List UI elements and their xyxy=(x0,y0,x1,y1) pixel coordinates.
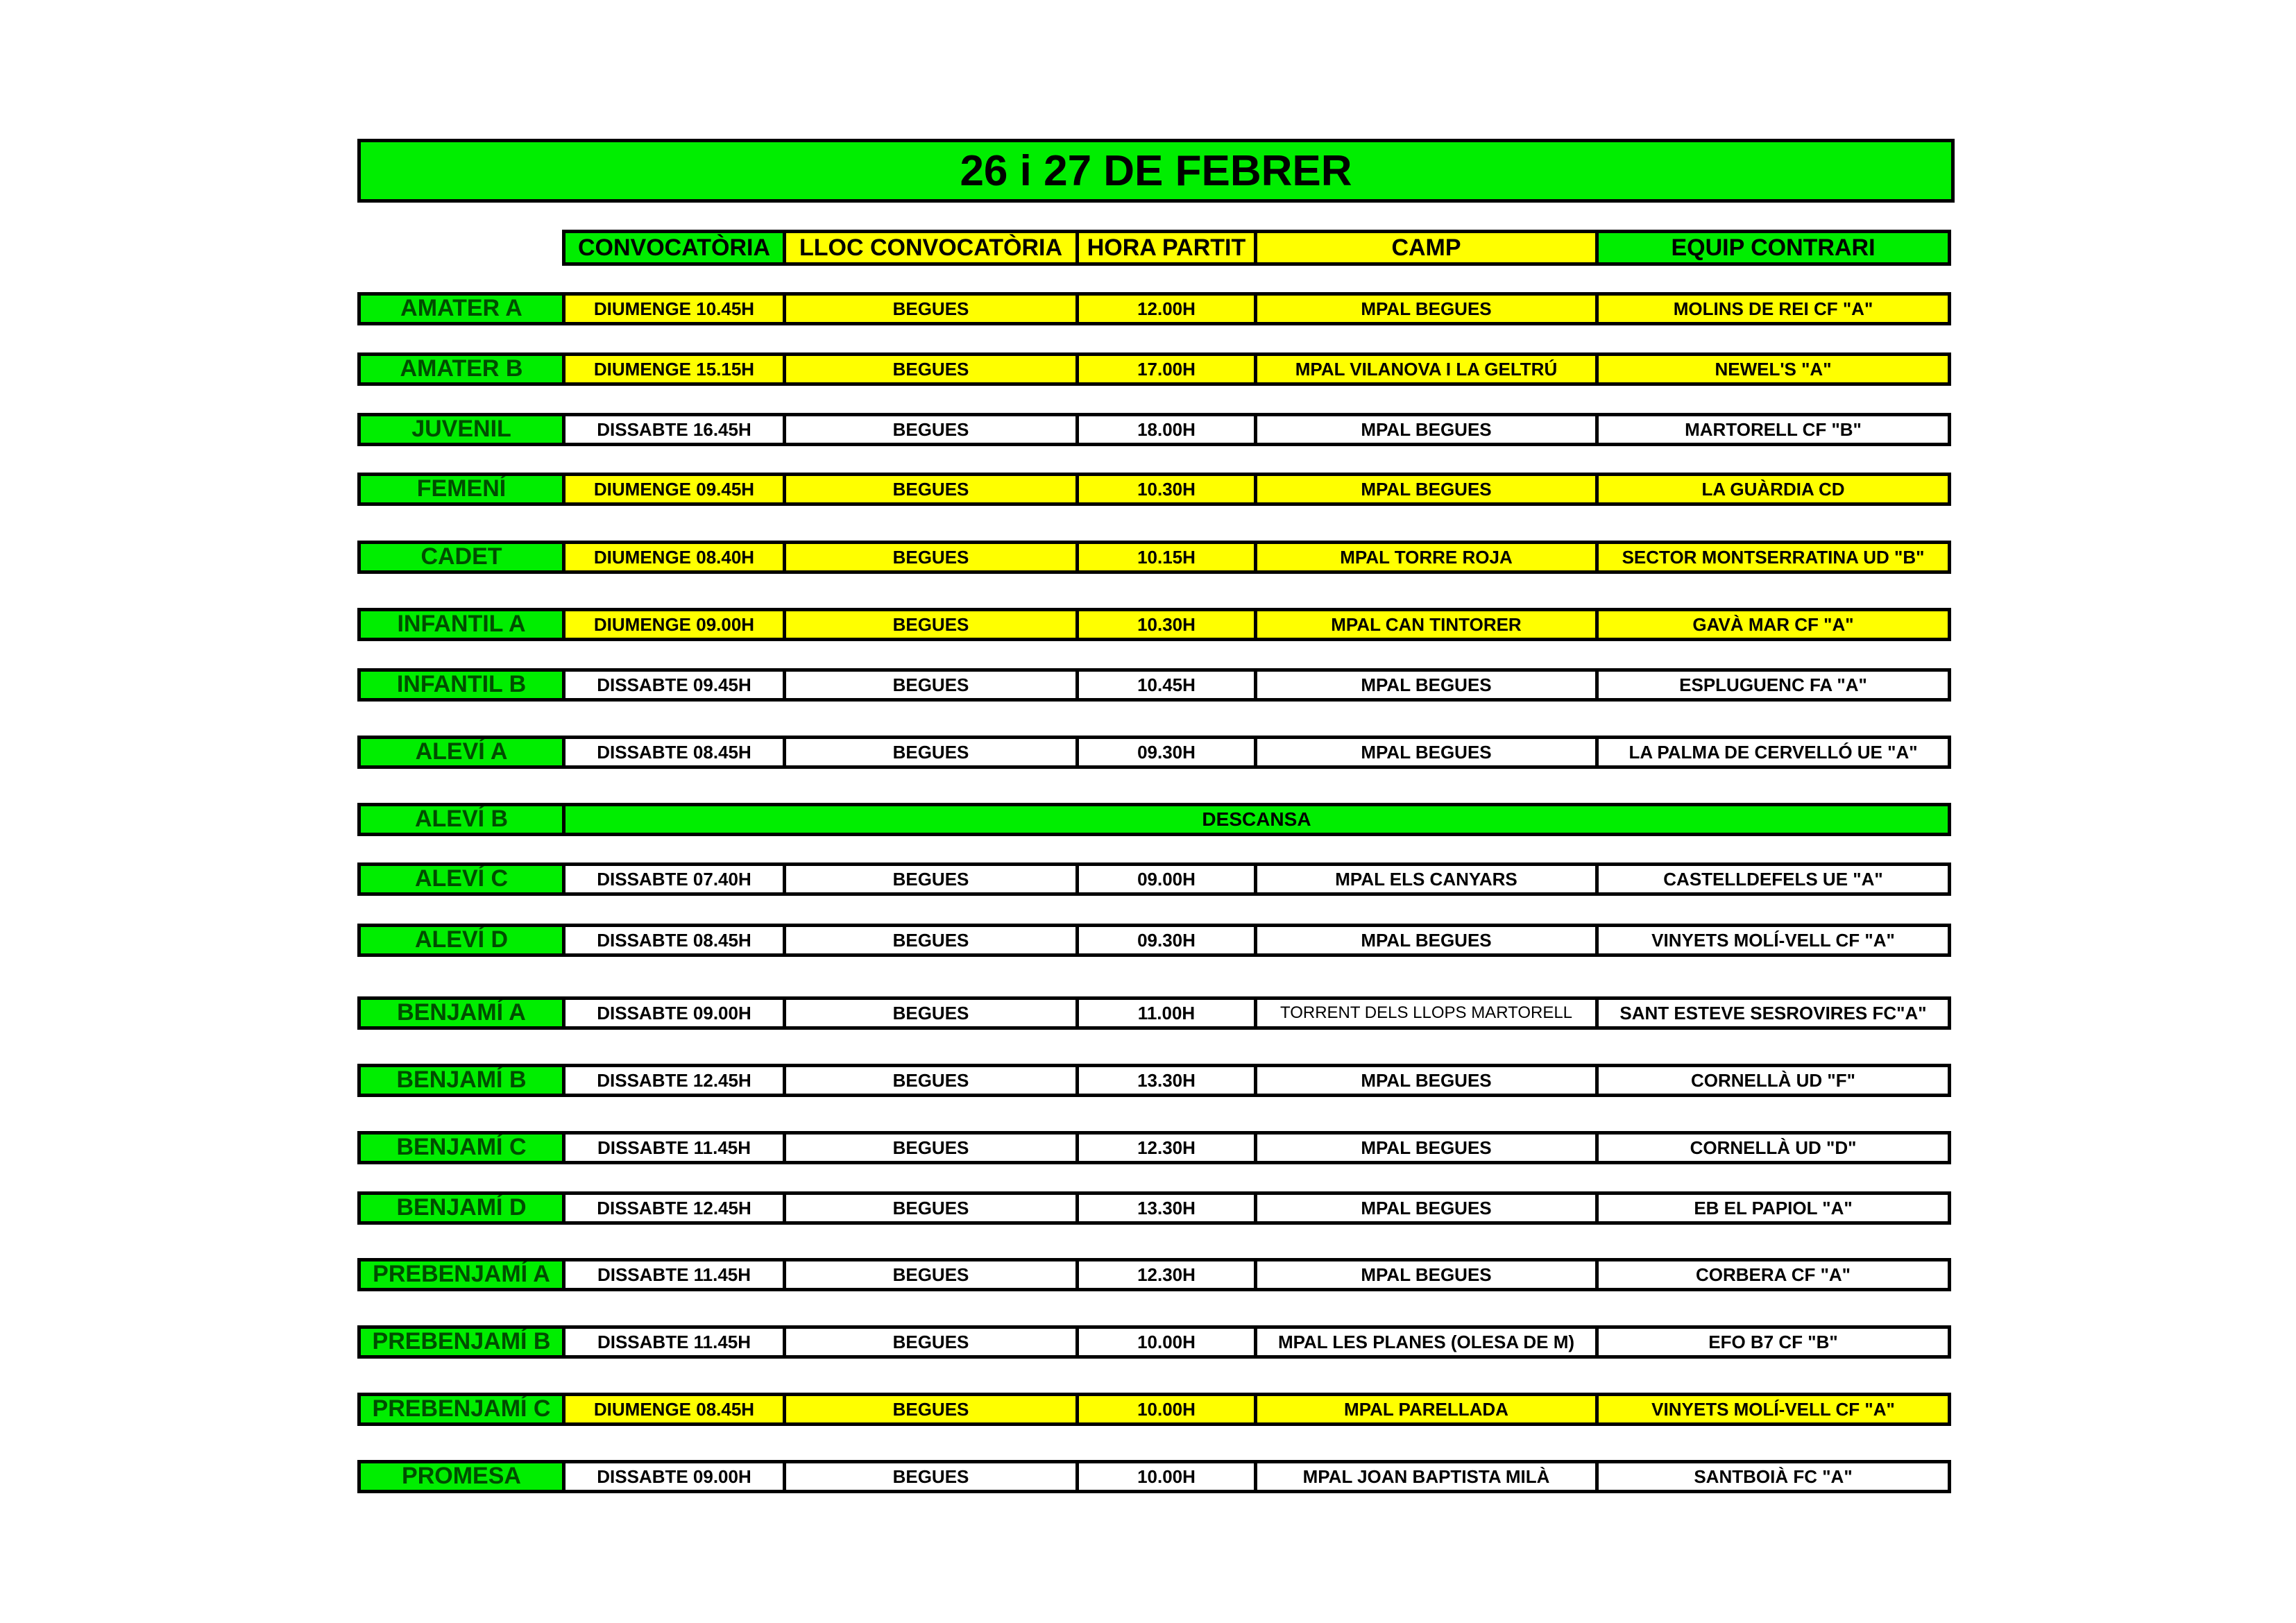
team-name xyxy=(357,1131,566,1164)
team-label: BENJAMÍ B xyxy=(396,1067,527,1093)
convocatoria-cell: DISSABTE 12.45H xyxy=(562,1064,786,1097)
team-label: AMATER A xyxy=(400,295,522,321)
contrari-cell: EFO B7 CF "B" xyxy=(1595,1325,1951,1359)
hora-cell: 12.30H xyxy=(1075,1131,1257,1164)
team-label: AMATER B xyxy=(400,355,523,382)
column-header-convocatoria: CONVOCATÒRIA xyxy=(562,230,786,266)
camp-cell: MPAL VILANOVA I LA GELTRÚ xyxy=(1254,352,1599,386)
contrari-cell: SECTOR MONTSERRATINA UD "B" xyxy=(1595,541,1951,574)
contrari-cell: SANTBOIÀ FC "A" xyxy=(1595,1460,1951,1493)
lloc-cell: BEGUES xyxy=(783,668,1079,702)
team-label: BENJAMÍ C xyxy=(396,1134,527,1160)
convocatoria-cell: DIUMENGE 08.45H xyxy=(562,1393,786,1426)
hora-cell: 09.30H xyxy=(1075,736,1257,769)
hora-cell: 10.45H xyxy=(1075,668,1257,702)
table-row xyxy=(357,1064,1951,1097)
contrari-cell: VINYETS MOLÍ-VELL CF "A" xyxy=(1595,1393,1951,1426)
table-row xyxy=(357,541,1951,574)
team-name xyxy=(357,1191,566,1225)
camp-cell: MPAL BEGUES xyxy=(1254,1131,1599,1164)
lloc-cell: BEGUES xyxy=(783,1258,1079,1291)
rest-cell: DESCANSA xyxy=(562,803,1951,836)
convocatoria-cell: DIUMENGE 09.00H xyxy=(562,608,786,641)
team-label: BENJAMÍ D xyxy=(396,1194,527,1221)
convocatoria-cell: DISSABTE 11.45H xyxy=(562,1258,786,1291)
team-name xyxy=(357,608,566,641)
hora-cell: 09.00H xyxy=(1075,863,1257,896)
convocatoria-cell: DIUMENGE 10.45H xyxy=(562,292,786,325)
team-label: CADET xyxy=(420,543,502,570)
contrari-cell: MOLINS DE REI CF "A" xyxy=(1595,292,1951,325)
table-row xyxy=(357,1131,1951,1164)
team-label: FEMENÍ xyxy=(416,475,507,502)
contrari-cell: CASTELLDEFELS UE "A" xyxy=(1595,863,1951,896)
table-row xyxy=(357,1325,1951,1359)
team-label: ALEVÍ D xyxy=(414,926,509,953)
table-row xyxy=(357,473,1951,506)
hora-cell: 10.30H xyxy=(1075,473,1257,506)
camp-cell: MPAL BEGUES xyxy=(1254,473,1599,506)
team-name xyxy=(357,668,566,702)
camp-cell: MPAL BEGUES xyxy=(1254,292,1599,325)
team-label: ALEVÍ C xyxy=(414,865,509,892)
camp-cell: MPAL CAN TINTORER xyxy=(1254,608,1599,641)
team-label: PREBENJAMÍ B xyxy=(372,1328,551,1354)
column-header-contrari: EQUIP CONTRARI xyxy=(1595,230,1951,266)
contrari-cell: CORNELLÀ UD "F" xyxy=(1595,1064,1951,1097)
hora-cell: 09.30H xyxy=(1075,924,1257,957)
page-title: 26 i 27 DE FEBRER xyxy=(357,139,1955,203)
table-row xyxy=(357,924,1951,957)
team-name xyxy=(357,863,566,896)
team-name xyxy=(357,473,566,506)
convocatoria-cell: DISSABTE 09.00H xyxy=(562,996,786,1030)
hora-cell: 10.00H xyxy=(1075,1325,1257,1359)
lloc-cell: BEGUES xyxy=(783,1064,1079,1097)
lloc-cell: BEGUES xyxy=(783,413,1079,446)
camp-cell: MPAL TORRE ROJA xyxy=(1254,541,1599,574)
team-name xyxy=(357,1258,566,1291)
camp-cell: MPAL BEGUES xyxy=(1254,413,1599,446)
contrari-cell: GAVÀ MAR CF "A" xyxy=(1595,608,1951,641)
team-label: ALEVÍ B xyxy=(414,806,509,832)
lloc-cell: BEGUES xyxy=(783,1325,1079,1359)
team-label: INFANTIL A xyxy=(397,611,526,637)
lloc-cell: BEGUES xyxy=(783,608,1079,641)
team-label: JUVENIL xyxy=(411,416,511,442)
table-row xyxy=(357,292,1951,325)
contrari-cell: CORBERA CF "A" xyxy=(1595,1258,1951,1291)
table-row xyxy=(357,1191,1951,1225)
lloc-cell: BEGUES xyxy=(783,924,1079,957)
lloc-cell: BEGUES xyxy=(783,292,1079,325)
hora-cell: 11.00H xyxy=(1075,996,1257,1030)
lloc-cell: BEGUES xyxy=(783,736,1079,769)
table-row xyxy=(357,608,1951,641)
hora-cell: 18.00H xyxy=(1075,413,1257,446)
team-name xyxy=(357,292,566,325)
team-name xyxy=(357,541,566,574)
team-name xyxy=(357,996,566,1030)
camp-cell: MPAL BEGUES xyxy=(1254,668,1599,702)
hora-cell: 10.30H xyxy=(1075,608,1257,641)
camp-cell: MPAL BEGUES xyxy=(1254,1064,1599,1097)
column-header-hora: HORA PARTIT xyxy=(1075,230,1257,266)
hora-cell: 13.30H xyxy=(1075,1191,1257,1225)
contrari-cell: EB EL PAPIOL "A" xyxy=(1595,1191,1951,1225)
convocatoria-cell: DIUMENGE 08.40H xyxy=(562,541,786,574)
lloc-cell: BEGUES xyxy=(783,1393,1079,1426)
camp-cell: MPAL LES PLANES (OLESA DE M) xyxy=(1254,1325,1599,1359)
contrari-cell: LA GUÀRDIA CD xyxy=(1595,473,1951,506)
convocatoria-cell: DIUMENGE 15.15H xyxy=(562,352,786,386)
convocatoria-cell: DISSABTE 08.45H xyxy=(562,736,786,769)
lloc-cell: BEGUES xyxy=(783,1460,1079,1493)
convocatoria-cell: DISSABTE 08.45H xyxy=(562,924,786,957)
lloc-cell: BEGUES xyxy=(783,996,1079,1030)
contrari-cell: NEWEL'S "A" xyxy=(1595,352,1951,386)
team-name xyxy=(357,1325,566,1359)
lloc-cell: BEGUES xyxy=(783,352,1079,386)
hora-cell: 10.00H xyxy=(1075,1393,1257,1426)
lloc-cell: BEGUES xyxy=(783,473,1079,506)
team-name xyxy=(357,413,566,446)
column-header-camp: CAMP xyxy=(1254,230,1599,266)
table-row xyxy=(357,1460,1951,1493)
lloc-cell: BEGUES xyxy=(783,541,1079,574)
hora-cell: 10.15H xyxy=(1075,541,1257,574)
table-row xyxy=(357,1258,1951,1291)
convocatoria-cell: DISSABTE 07.40H xyxy=(562,863,786,896)
team-name xyxy=(357,352,566,386)
convocatoria-cell: DISSABTE 11.45H xyxy=(562,1325,786,1359)
table-row xyxy=(357,863,1951,896)
camp-cell: MPAL ELS CANYARS xyxy=(1254,863,1599,896)
camp-cell: MPAL BEGUES xyxy=(1254,1191,1599,1225)
lloc-cell: BEGUES xyxy=(783,1131,1079,1164)
team-label: PROMESA xyxy=(402,1463,521,1489)
convocatoria-cell: DISSABTE 09.45H xyxy=(562,668,786,702)
hora-cell: 12.30H xyxy=(1075,1258,1257,1291)
contrari-cell: CORNELLÀ UD "D" xyxy=(1595,1131,1951,1164)
team-name xyxy=(357,1393,566,1426)
convocatoria-cell: DIUMENGE 09.45H xyxy=(562,473,786,506)
convocatoria-cell: DISSABTE 12.45H xyxy=(562,1191,786,1225)
column-header-lloc: LLOC CONVOCATÒRIA xyxy=(783,230,1079,266)
table-row xyxy=(357,803,1951,836)
table-row xyxy=(357,736,1951,769)
convocatoria-cell: DISSABTE 11.45H xyxy=(562,1131,786,1164)
team-name xyxy=(357,736,566,769)
team-label: ALEVÍ A xyxy=(415,738,508,765)
team-name xyxy=(357,1064,566,1097)
team-name xyxy=(357,803,566,836)
convocatoria-cell: DISSABTE 09.00H xyxy=(562,1460,786,1493)
team-label: PREBENJAMÍ A xyxy=(373,1261,550,1287)
camp-cell: MPAL BEGUES xyxy=(1254,1258,1599,1291)
convocatoria-cell: DISSABTE 16.45H xyxy=(562,413,786,446)
table-row xyxy=(357,996,1951,1030)
lloc-cell: BEGUES xyxy=(783,863,1079,896)
contrari-cell: SANT ESTEVE SESROVIRES FC"A" xyxy=(1595,996,1951,1030)
hora-cell: 12.00H xyxy=(1075,292,1257,325)
contrari-cell: MARTORELL CF "B" xyxy=(1595,413,1951,446)
contrari-cell: ESPLUGUENC FA "A" xyxy=(1595,668,1951,702)
hora-cell: 13.30H xyxy=(1075,1064,1257,1097)
table-row xyxy=(357,413,1951,446)
camp-cell: TORRENT DELS LLOPS MARTORELL xyxy=(1254,996,1599,1030)
team-label: BENJAMÍ A xyxy=(397,999,526,1026)
hora-cell: 17.00H xyxy=(1075,352,1257,386)
team-label: INFANTIL B xyxy=(396,671,527,697)
table-row xyxy=(357,352,1951,386)
team-name xyxy=(357,924,566,957)
camp-cell: MPAL JOAN BAPTISTA MILÀ xyxy=(1254,1460,1599,1493)
contrari-cell: LA PALMA DE CERVELLÓ UE "A" xyxy=(1595,736,1951,769)
camp-cell: MPAL BEGUES xyxy=(1254,736,1599,769)
camp-cell: MPAL BEGUES xyxy=(1254,924,1599,957)
camp-cell: MPAL PARELLADA xyxy=(1254,1393,1599,1426)
team-label: PREBENJAMÍ C xyxy=(372,1395,551,1422)
contrari-cell: VINYETS MOLÍ-VELL CF "A" xyxy=(1595,924,1951,957)
table-row xyxy=(357,668,1951,702)
lloc-cell: BEGUES xyxy=(783,1191,1079,1225)
table-row xyxy=(357,1393,1951,1426)
hora-cell: 10.00H xyxy=(1075,1460,1257,1493)
team-name xyxy=(357,1460,566,1493)
